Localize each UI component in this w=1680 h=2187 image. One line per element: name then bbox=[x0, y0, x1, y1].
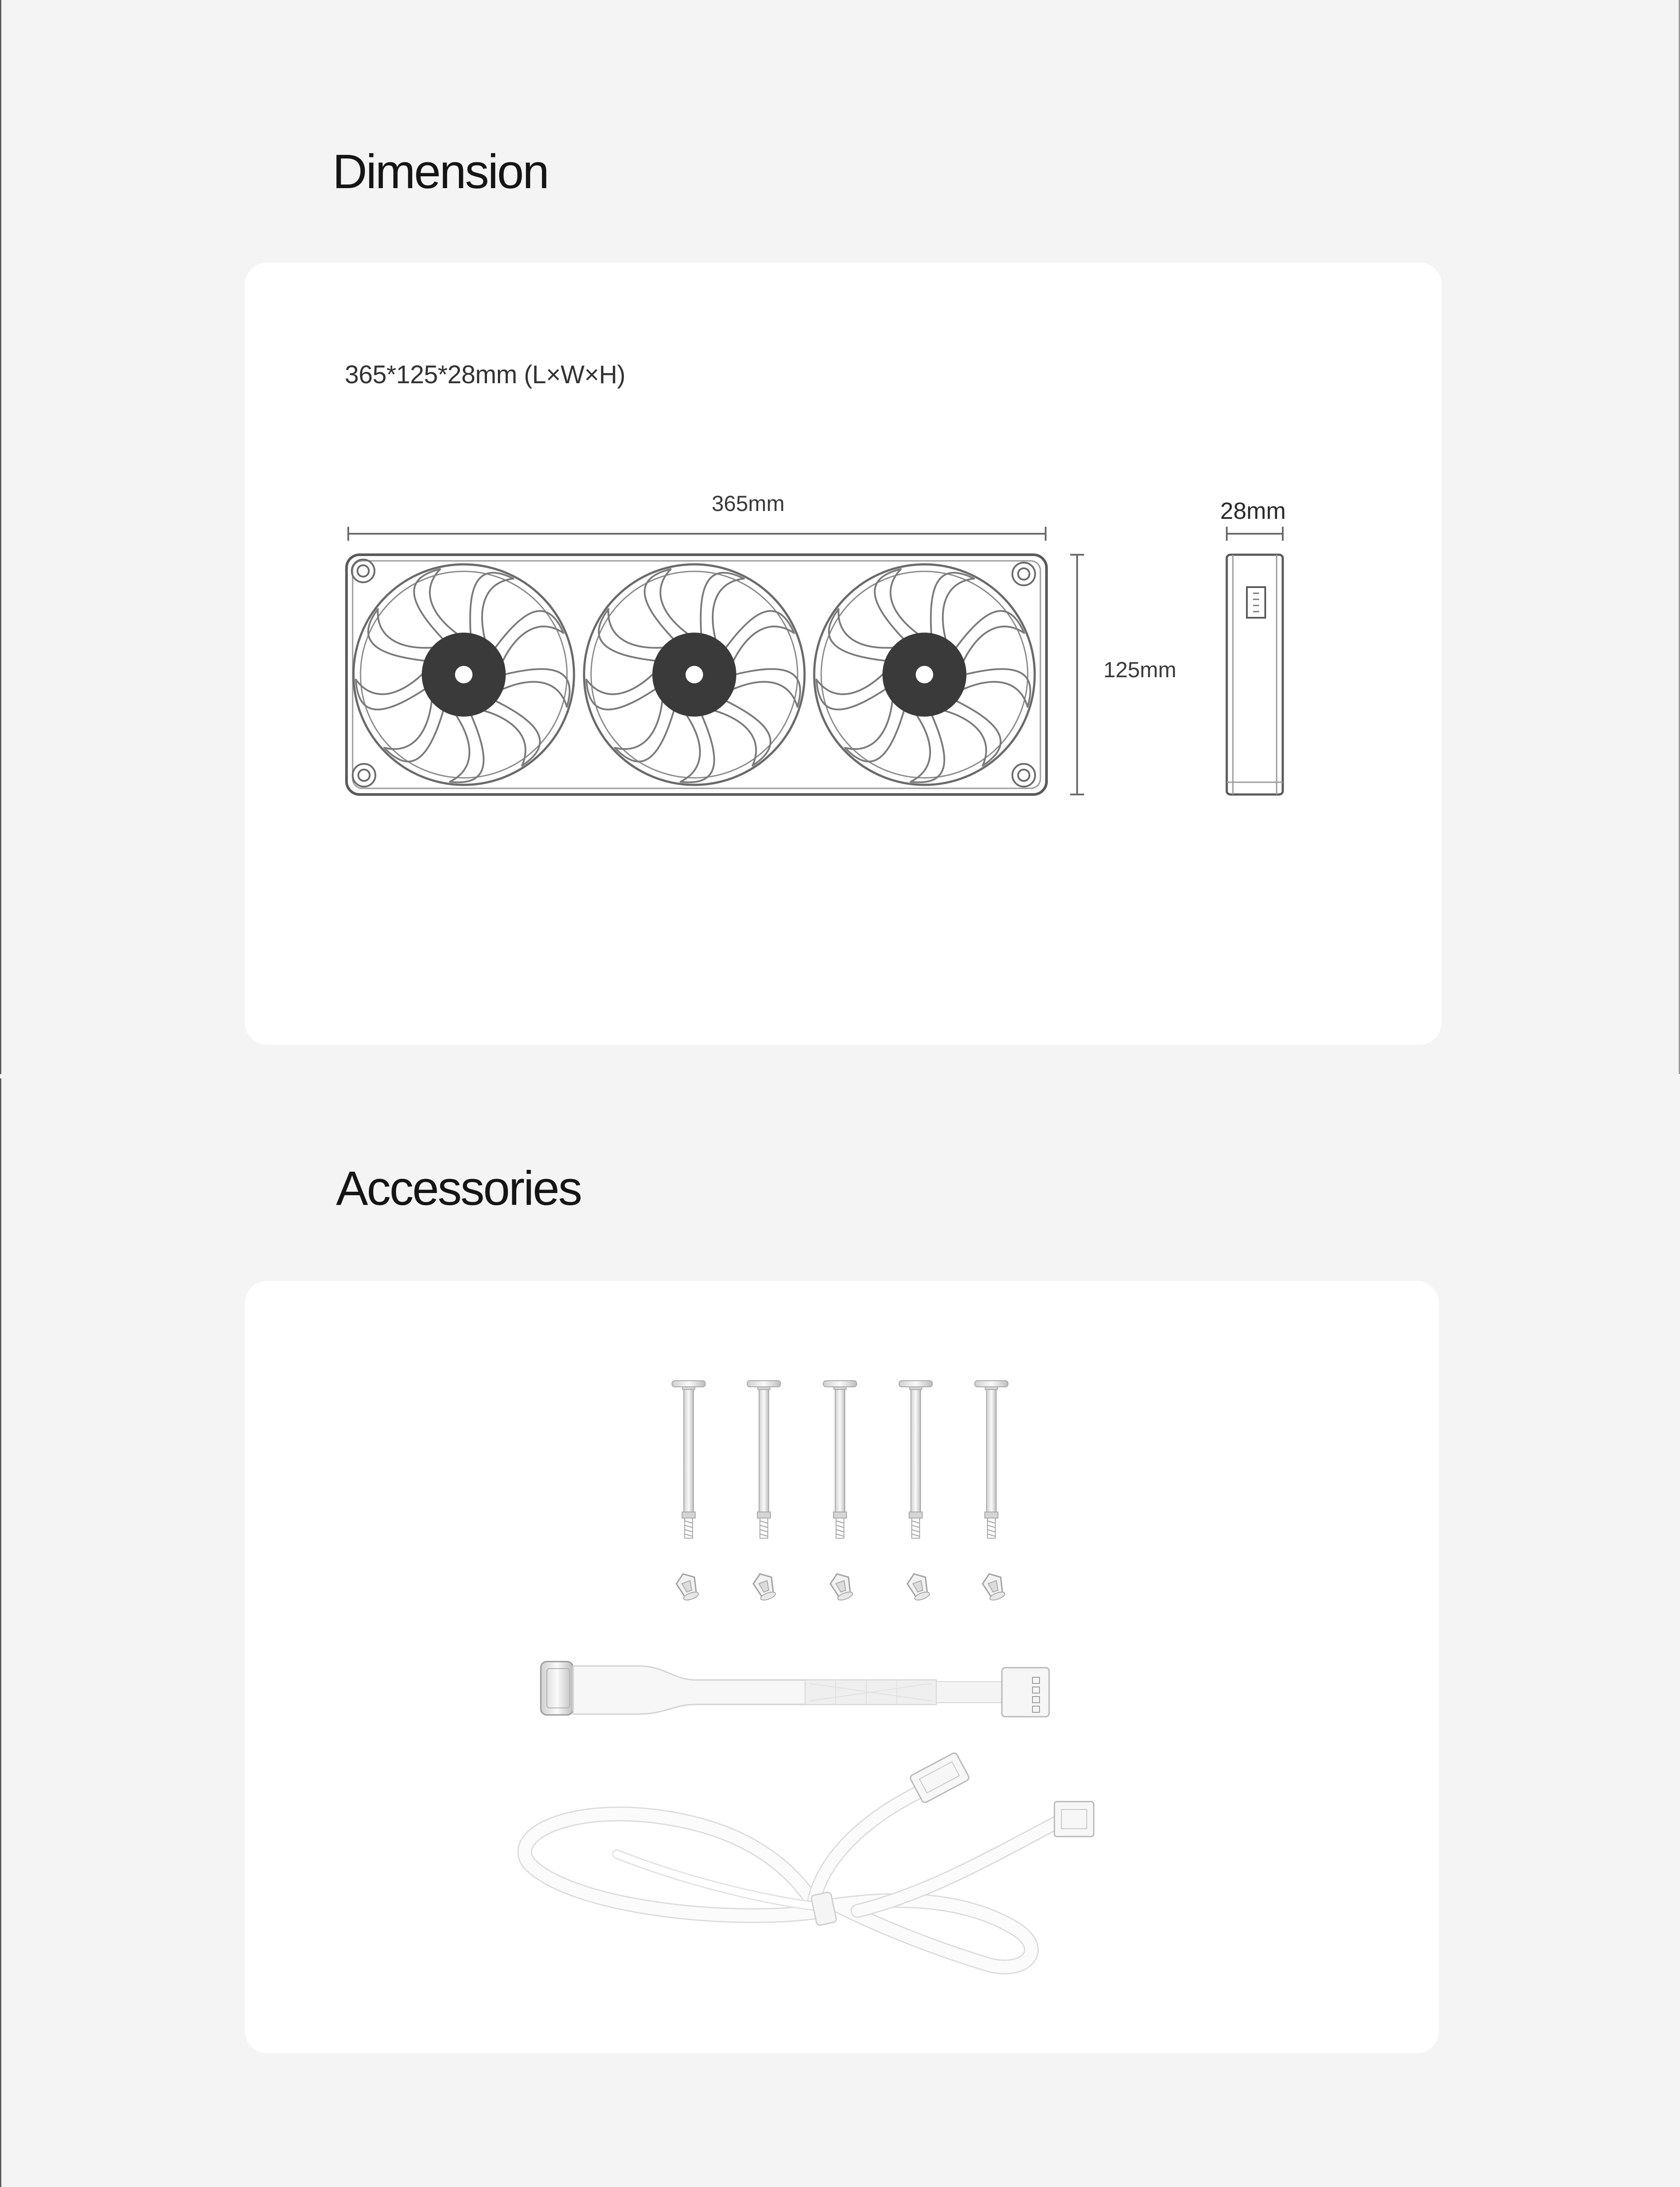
left-edge-line-bottom bbox=[0, 1078, 1, 2187]
rivet-2 bbox=[751, 1571, 778, 1602]
width-label: 125mm bbox=[1103, 658, 1176, 682]
dimension-spec: 365*125*28mm (L×W×H) bbox=[345, 360, 626, 389]
mount-hole-top-right bbox=[1012, 563, 1035, 585]
long-screw-1 bbox=[672, 1381, 705, 1538]
fan-side-view bbox=[1227, 555, 1283, 794]
rivet-3 bbox=[828, 1571, 855, 1602]
mount-hole-bottom-left bbox=[353, 764, 375, 787]
length-label: 365mm bbox=[711, 491, 785, 516]
rivet-5 bbox=[980, 1571, 1007, 1602]
height-dimension-line bbox=[1227, 527, 1283, 541]
left-edge-line-top bbox=[0, 0, 1, 1074]
fan-adapter-cable bbox=[541, 1662, 1049, 1717]
long-screw-4 bbox=[899, 1381, 932, 1538]
argb-extension-cable bbox=[525, 1784, 1063, 1967]
rivet-1 bbox=[674, 1571, 701, 1602]
long-screw-2 bbox=[747, 1381, 780, 1538]
argb-connector-b bbox=[1054, 1802, 1094, 1837]
long-screw-3 bbox=[823, 1381, 857, 1538]
rivet-4 bbox=[905, 1571, 932, 1602]
height-label: 28mm bbox=[1220, 498, 1286, 524]
accessories-card bbox=[245, 1281, 1439, 2053]
accessories-drawing bbox=[245, 1281, 1439, 2053]
mount-hole-top-left bbox=[352, 560, 374, 582]
long-screw-5 bbox=[975, 1381, 1008, 1538]
fan-2 bbox=[579, 562, 812, 793]
dimension-drawing bbox=[245, 262, 1442, 1045]
cable-clip bbox=[811, 1892, 837, 1926]
dimension-card bbox=[245, 262, 1442, 1045]
length-dimension-line bbox=[348, 527, 1046, 541]
fan-1 bbox=[348, 562, 581, 793]
dimension-title: Dimension bbox=[332, 145, 548, 199]
fan-3 bbox=[809, 562, 1042, 793]
mount-hole-bottom-right bbox=[1012, 764, 1035, 787]
accessories-title: Accessories bbox=[336, 1162, 581, 1215]
width-dimension-line bbox=[1070, 555, 1084, 794]
